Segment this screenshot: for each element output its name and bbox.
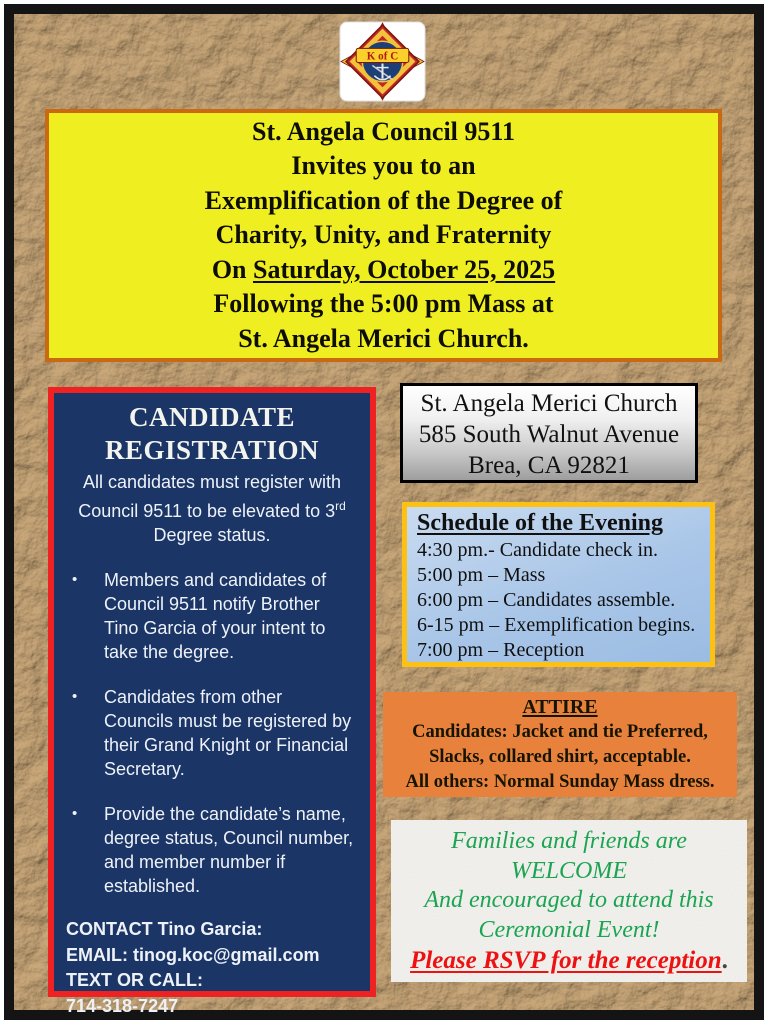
invitation-date-prefix: On — [211, 254, 254, 284]
bullet-icon: • — [72, 805, 78, 822]
registration-intro — [66, 470, 358, 547]
invitation-line: St. Angela Merici Church. — [238, 323, 529, 353]
attire-title: ATTIRE — [522, 696, 598, 718]
registration-intro-text-end: Degree status. — [153, 525, 271, 545]
registration-bullet-1 — [66, 568, 358, 664]
registration-intro-superscript: rd — [335, 499, 346, 513]
rsvp-text: Please RSVP for the reception — [410, 947, 722, 974]
registration-title — [66, 401, 358, 467]
registration-bullet-1-text: Members and candidates of Council 9511 notify Brother Tino Garcia of your intent to take the degree. — [104, 570, 327, 662]
schedule-panel — [402, 502, 715, 667]
invitation-line: St. Angela Council 9511 — [252, 116, 515, 146]
welcome-line-4: Ceremonial Event! — [478, 916, 660, 943]
contact-name: CONTACT Tino Garcia: — [66, 919, 263, 939]
schedule-item-mass: 5:00 pm – Mass — [417, 564, 546, 586]
schedule-item-exemplification: 6-15 pm – Exemplification begins. — [417, 614, 696, 636]
contact-phone-number: 714-318-7247 — [66, 995, 179, 1016]
welcome-line-2: WELCOME — [511, 857, 627, 884]
bullet-icon: • — [72, 688, 78, 705]
contact-email: EMAIL: tinog.koc@gmail.com — [66, 944, 320, 965]
rsvp-line — [391, 945, 747, 977]
candidate-registration-panel — [48, 387, 376, 1016]
invitation-line: Charity, Unity, and Fraternity — [215, 220, 552, 250]
welcome-line-3: And encouraged to attend this — [424, 887, 714, 913]
schedule-title: Schedule of the Evening — [417, 510, 664, 536]
attire-line-slacks: Slacks, collared shirt, acceptable. — [429, 747, 691, 767]
registration-bullet-3 — [66, 802, 358, 898]
venue-street: 585 South Walnut Avenue — [418, 421, 680, 448]
attire-panel — [383, 692, 737, 797]
registration-bullet-2-text: Candidates from other Councils must be registered by their Grand Knight or Financial Secretary. — [104, 687, 352, 779]
schedule-item-assemble: 6:00 pm – Candidates assemble. — [417, 589, 676, 611]
attire-line-others: All others: Normal Sunday Mass dress. — [405, 772, 715, 792]
invitation-banner — [45, 109, 722, 362]
venue-city: Brea, CA 92821 — [468, 452, 630, 479]
koc-emblem-label: K of C — [366, 50, 399, 63]
contact-phone-label: TEXT OR CALL: — [66, 970, 203, 990]
invitation-date: Saturday, October 25, 2025 — [253, 254, 556, 284]
welcome-panel — [391, 820, 747, 982]
welcome-text — [391, 820, 747, 977]
koc-emblem-icon — [339, 21, 426, 102]
schedule-item-reception: 7:00 pm – Reception — [417, 639, 585, 661]
registration-bullet-2 — [66, 685, 358, 781]
registration-title-line2: REGISTRATION — [104, 435, 320, 465]
venue-name: St. Angela Merici Church — [420, 390, 678, 417]
welcome-line-1: Families and friends are — [451, 828, 687, 854]
invitation-line: Exemplification of the Degree of — [204, 185, 563, 215]
invitation-line: Following the 5:00 pm Mass at — [213, 289, 554, 319]
contact-block — [66, 917, 358, 1019]
bullet-icon: • — [72, 571, 78, 588]
registration-intro-text: All candidates must register with Council 9511 to be elevated to 3 — [78, 472, 342, 521]
registration-bullet-3-text: Provide the candidate’s name, degree status, Council number, and member number if established. — [104, 804, 354, 896]
invitation-date-line — [49, 253, 718, 288]
schedule-item-checkin: 4:30 pm.- Candidate check in. — [417, 539, 659, 561]
koc-emblem — [339, 21, 426, 102]
rsvp-period: . — [721, 947, 728, 974]
venue-address-box — [400, 383, 698, 483]
invitation-line: Invites you to an — [291, 151, 476, 181]
attire-line-candidates: Candidates: Jacket and tie Preferred, — [412, 722, 708, 742]
registration-title-line1: CANDIDATE — [128, 402, 295, 432]
